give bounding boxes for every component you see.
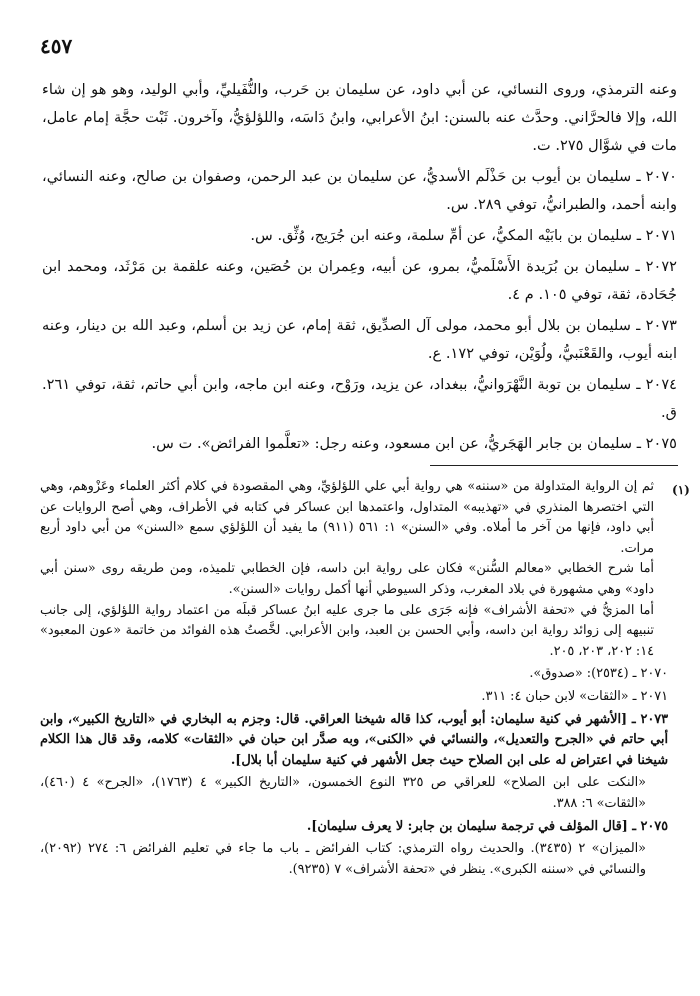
text-line: أما شرح الخطابي «معالم السُّنن» فكان على رواية ابن داسه، فإن الخطابي تلميذه، ومن طريقه روى «سنن أبي xyxy=(40,561,654,577)
text-line: كلامه، وقد قال هذا الكلام شيخنا في اعتراض له على ابن الصلاح حيث جعل الأشهر في كنية سليمان أبا xyxy=(40,732,668,768)
text-line: ابن جُحَادة، ثقة، توفي ١٠٥. م ٤. xyxy=(42,258,677,303)
text-line: ٢٠٧٥ ـ [قال المؤلف في ترجمة سليمان بن جابر: لا يعرف سليمان]. xyxy=(306,818,668,834)
biography-entry xyxy=(42,163,677,219)
text-line: إلى جانب تنبيهه إلى زوائد رواية ابن داسه، وأبي الحسن بن العبد، وابن الأعرابي. لخَّصتُ هذه الفوائد من xyxy=(40,602,654,639)
footnote-paragraph xyxy=(40,559,668,600)
footnote-paragraph xyxy=(40,601,668,663)
text-line: الكبير»، وابن أبي حاتم في «الجرح والتعديل»، والنسائي في «الكنى»، وبه صدَّر ابن حبان في «الثقات» xyxy=(40,711,669,748)
footnote-item xyxy=(40,687,668,708)
text-line: ٢٠٧٥ ـ سليمان بن جابر الهَجَريُّ، عن ابن مسعود، وعنه رجل: «تعلَّموا الفرائض». ت س. xyxy=(151,435,677,452)
page-number: ٤٥٧ xyxy=(40,34,73,58)
text-line: خاتمة «عون المعبود» ١٤: ٢٠٢، ٢٠٣، ٢٠٥. xyxy=(40,623,654,659)
text-line: ٢٠٧٣ ـ [الأشهر في كنية سليمان: أبو أيوب، كذا قاله شيخنا العراقي. قال: وجزم به البخاري في «التاريخ xyxy=(114,711,668,727)
footnote-item xyxy=(40,839,668,880)
footnote-item xyxy=(40,710,668,772)
text-line: ٢٠٧٠ ـ سليمان بن أيوب بن حَذْلَم الأسديُّ، عن سليمان بن عبد الرحمن، وصفوان بن صالح، وعنه xyxy=(98,168,677,185)
footnote-marker: (١) xyxy=(672,483,690,497)
footnotes xyxy=(40,477,668,880)
biography-entry xyxy=(42,430,677,458)
text-line: «الميزان» ٢ (٣٤٣٥). والحديث رواه الترمذي: كتاب الفرائض ـ باب ما جاء في تعليم الفرائض xyxy=(132,841,646,857)
text-line: ثم إن الرواية المتداولة من «سننه» هي رواية أبي علي اللؤلؤيِّ، وهي المقصودة في كلام أكثر العلماء xyxy=(119,479,654,494)
text-line: ٢٠٧١ ـ سليمان بن بابَيْه المكيُّ، عن أمِّ سلمة، وعنه ابن جُرَيج، وُثِّق. س. xyxy=(250,227,677,244)
footnote-item xyxy=(40,773,668,814)
text-line: وآخرون. ثَبْت حجَّة إمام عامل، مات في شوَّال ٢٧٥. ت. xyxy=(42,109,677,154)
text-line: توفي ٢٦١. ق. xyxy=(42,376,677,421)
text-line: ٢٠٧٢ ـ سليمان بن بُرَيدة الأَسْلَميُّ، بمرو، عن أبيه، وعِمران بن حُصَين، وعنه علقمة بن مَرْثَد، ومحمد xyxy=(67,258,677,275)
text-line: وعَزْوهم، وهي التي اختصرها المنذري في «تهذيبه» المتداول، واعتمدها ابن عساكر في كتابه في الأطراف، xyxy=(40,479,654,515)
main-text xyxy=(42,76,677,458)
text-line: وعنه الترمذي، وروى النسائي، عن أبي داود، عن سليمان بن حَرب، والنُّفَيليِّ، وأبي الوليد، وهو xyxy=(111,81,678,98)
footnote-divider xyxy=(430,465,678,466)
text-line: ٤ (٤٦٠)، «الثقات» ٦: ٣٨٨. xyxy=(40,775,646,811)
text-line: ٢٠٧٤ ـ سليمان بن توبة النَّهْرَوانيُّ، ببغداد، عن يزيد، ورَوْح، وعنه ابن ماجه، وابن أبي حاتم، ثقة، xyxy=(111,376,677,393)
text-line: اللؤلؤي سمع «السنن» من أبي داود أربع مرات. xyxy=(40,520,654,556)
text-line: وهي أصح الروايات عن أبي داود، فإنها من آخر ما أملاه. وفي «السنن» ١: ٥٦١ (٩١١) ما يفيد أن xyxy=(40,499,654,536)
text-line: أما المزيُّ في «تحفة الأشراف» فإنه جَرَى على ما جرى عليه ابنُ عساكر قبلَه من اعتماد رواية اللؤلؤي، xyxy=(96,602,654,618)
text-line: داود» وهي مشهورة في بلاد المغرب، وذكر السيوطي أنها أكمل روايات «السنن». xyxy=(228,581,654,597)
footnote-item xyxy=(40,664,668,685)
intro-paragraph xyxy=(42,76,677,160)
text-line: ٢٠٧٣ ـ سليمان بن بلال أبو محمد، مولى آل الصدِّيق، ثقة إمام، عن زيد بن أسلم، وعبد الله بن دينار، xyxy=(75,317,677,334)
biography-entry xyxy=(42,312,677,368)
text-line: «النكت على ابن الصلاح» للعراقي ص ٣٢٥ النوع الخمسون، «التاريخ الكبير» ٤ (١٧٦٣)، «الجرح» xyxy=(96,775,647,791)
footnote-paragraph xyxy=(40,477,668,559)
text-line: ٢٠٧٠ ـ (٢٥٣٤): «صدوق». xyxy=(529,666,668,682)
text-line: هو إن شاء الله، وإلا فالحرَّاني. وحدَّث عنه بالسنن: ابنُ الأعرابي، وابنُ دَاسَه، واللؤلؤيُّ، xyxy=(42,81,678,126)
text-line: ٢٠٧١ ـ «الثقات» لابن حبان ٤: ٣١١. xyxy=(481,688,668,704)
footnote-item xyxy=(40,817,668,838)
text-line: ٦: ٢٧٤ (٢٠٩٢)، والنسائي في «سننه الكبرى». ينظر في «تحفة الأشراف» ٧ (٩٢٣٥). xyxy=(40,841,646,877)
text-line: وعنه ابنه أيوب، والقَعْنَبيُّ، ولُوَيْن، توفي ١٧٢. ع. xyxy=(42,317,677,362)
biography-entry xyxy=(42,253,677,309)
text-line: بلال]. xyxy=(230,752,262,768)
biography-entry xyxy=(42,371,677,427)
text-line: النسائي، وابنه أحمد، والطبرانيُّ، توفي ٢٨٩. س. xyxy=(42,168,677,213)
biography-entry xyxy=(42,222,677,250)
